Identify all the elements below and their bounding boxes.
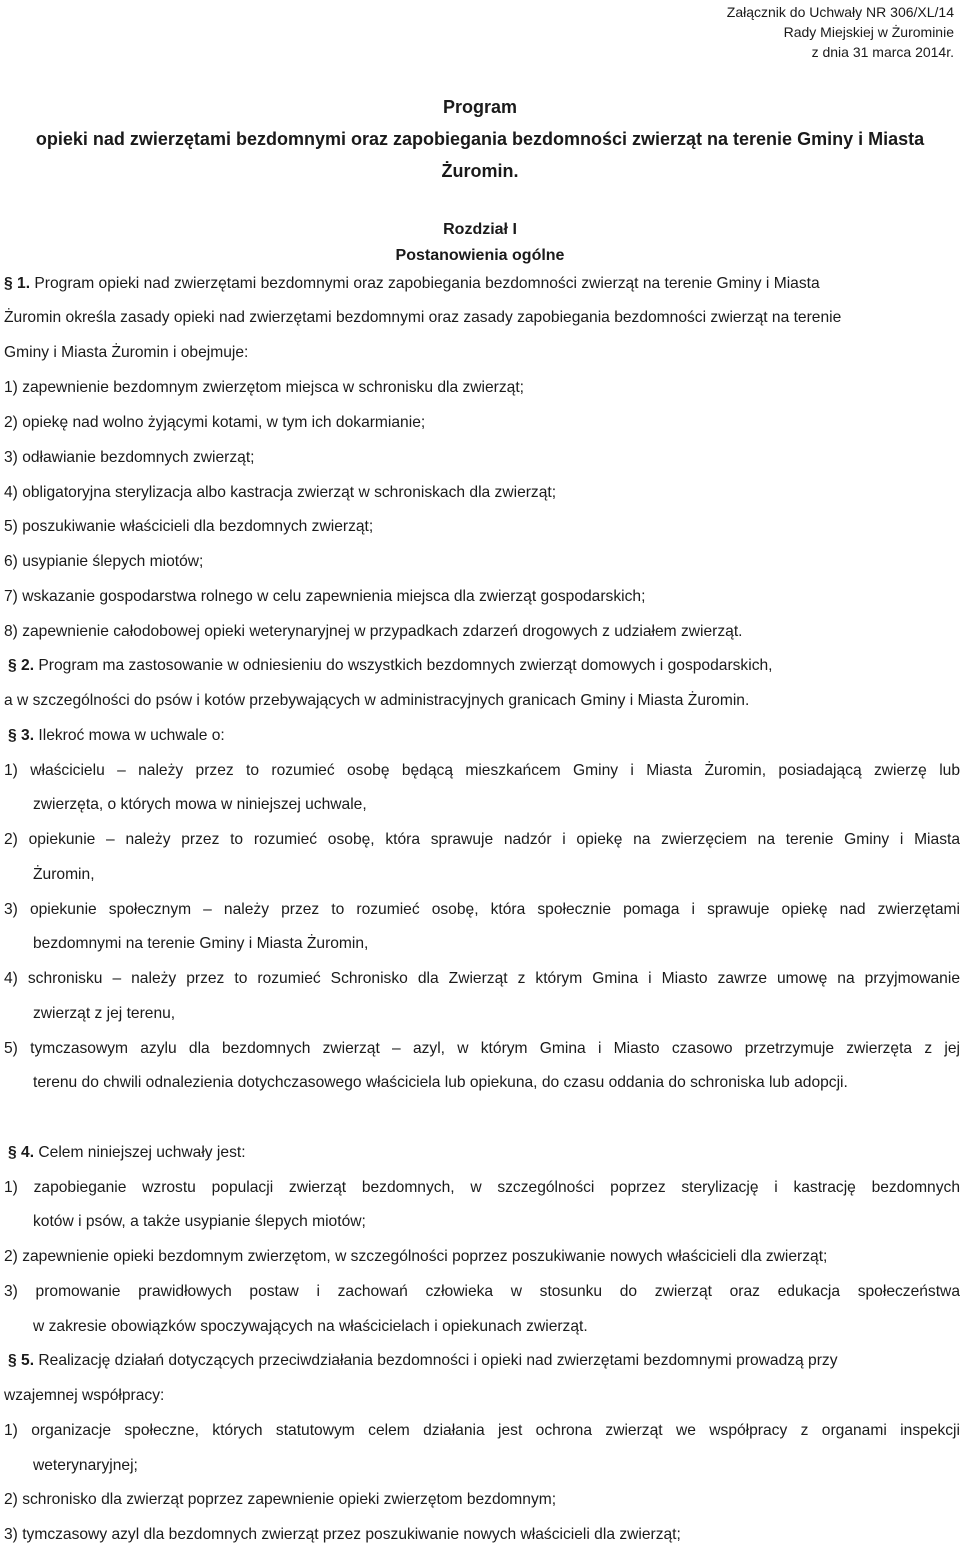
paragraph-3-line — [8, 726, 960, 746]
list-item: 6) usypianie ślepych miotów; — [4, 553, 204, 570]
attachment-line: Rady Miejskiej w Żurominie — [783, 24, 954, 40]
chapter-number: Rozdział I — [443, 221, 517, 238]
section-sign: § — [8, 727, 17, 744]
goal-item-cont: kotów i psów, a także usypianie ślepych miotów; — [33, 1213, 366, 1230]
paragraph-1-line — [4, 274, 960, 294]
paragraph-5-line — [8, 1351, 960, 1371]
section-sign: § — [8, 1352, 17, 1369]
cooperation-item: 3) tymczasowy azyl dla bezdomnych zwierząt przez poszukiwanie nowych właścicieli dla zwierząt; — [4, 1526, 681, 1543]
paragraph-number: 1. — [17, 275, 31, 292]
attachment-line: z dnia 31 marca 2014r. — [811, 44, 954, 60]
attachment-line: Załącznik do Uchwały NR 306/XL/14 — [726, 4, 954, 20]
document-title-line: opieki nad zwierzętami bezdomnymi oraz zapobiegania bezdomności zwierząt na terenie Gminy i Miasta — [35, 129, 925, 149]
document-title: Program — [442, 97, 518, 117]
paragraph-text: Program opieki nad zwierzętami bezdomnymi oraz zapobiegania bezdomności zwierząt na terenie Gminy i Miasta — [34, 275, 820, 292]
cooperation-item-cont: weterynaryjnej; — [33, 1457, 138, 1474]
paragraph-number: 4. — [21, 1144, 35, 1161]
list-item: 2) opiekę nad wolno żyjącymi kotami, w tym ich dokarmianie; — [4, 414, 426, 431]
definition-item-cont: bezdomnymi na terenie Gminy i Miasta Żuromin, — [33, 935, 369, 952]
list-item: 4) obligatoryjna sterylizacja albo kastracja zwierząt w schroniskach dla zwierząt; — [4, 484, 557, 501]
section-sign: § — [8, 1144, 17, 1161]
definition-item: 2) opiekunie – należy przez to rozumieć osobę, która sprawuje nadzór i opiekę na zwierzęciem na terenie Gminy i Miasta — [4, 831, 960, 848]
document-title-line: Żuromin. — [441, 161, 519, 181]
list-item: 7) wskazanie gospodarstwa rolnego w celu zapewnienia miejsca dla zwierząt gospodarskich; — [4, 588, 646, 605]
paragraph-4-line — [8, 1143, 960, 1163]
paragraph-number: 2. — [21, 657, 35, 674]
definition-item: 1) właścicielu – należy przez to rozumieć osobę będącą mieszkańcem Gminy i Miasta Żuromin, posiadającą zwierzę lub — [4, 762, 960, 779]
paragraph-1-line: Żuromin określa zasady opieki nad zwierzętami bezdomnymi oraz zasady zapobiegania bezdomności zwierząt na terenie — [4, 309, 842, 326]
definition-item: 4) schronisku – należy przez to rozumieć Schronisko dla Zwierząt z którym Gmina i Miasto zawrze umowę na przyjmowanie — [4, 970, 960, 987]
section-sign: § — [8, 657, 17, 674]
paragraph-number: 3. — [21, 727, 35, 744]
attachment-header — [727, 2, 954, 62]
paragraph-text: Realizację działań dotyczących przeciwdziałania bezdomności i opieki nad zwierzętami bezdomnymi prowadzą przy — [38, 1352, 838, 1369]
goal-item-cont: w zakresie obowiązków spoczywających na właścicielach i opiekunach zwierząt. — [33, 1318, 588, 1335]
paragraph-5-line: wzajemnej współpracy: — [4, 1387, 165, 1404]
paragraph-text: Celem niniejszej uchwały jest: — [38, 1144, 246, 1161]
goal-item: 1) zapobieganie wzrostu populacji zwierząt bezdomnych, w szczególności poprzez sterylizację i kastrację bezdomnych — [4, 1179, 960, 1196]
list-item: 8) zapewnienie całodobowej opieki weterynaryjnej w przypadkach zdarzeń drogowych z udziałem zwierząt. — [4, 623, 743, 640]
goal-item: 3) promowanie prawidłowych postaw i zachowań człowieka w stosunku do zwierząt oraz edukacja społeczeństwa — [4, 1283, 960, 1300]
definition-item-cont: Żuromin, — [33, 866, 95, 883]
definition-item: 3) opiekunie społecznym – należy przez to rozumieć osobę, która społecznie pomaga i sprawuje opiekę nad zwierzętami — [4, 901, 960, 918]
goal-item: 2) zapewnienie opieki bezdomnym zwierzętom, w szczególności poprzez poszukiwanie nowych właścicieli dla zwierząt; — [4, 1248, 828, 1265]
definition-item-cont: terenu do chwili odnalezienia dotychczasowego właściciela lub opiekuna, do czasu oddania do schroniska lub adopcji. — [33, 1074, 848, 1091]
paragraph-1-line: Gminy i Miasta Żuromin i obejmuje: — [4, 344, 249, 361]
chapter-name: Postanowienia ogólne — [395, 247, 565, 264]
list-item: 3) odławianie bezdomnych zwierząt; — [4, 449, 255, 466]
cooperation-item: 2) schronisko dla zwierząt poprzez zapewnienie opieki zwierzętom bezdomnym; — [4, 1491, 557, 1508]
paragraph-2-line: a w szczególności do psów i kotów przebywających w administracyjnych granicach Gminy i Miasta Żuromin. — [4, 692, 750, 709]
definition-item-cont: zwierząt z jej terenu, — [33, 1005, 176, 1022]
list-item: 1) zapewnienie bezdomnym zwierzętom miejsca w schronisku dla zwierząt; — [4, 379, 524, 396]
paragraph-text: Ilekroć mowa w uchwale o: — [38, 727, 225, 744]
list-item: 5) poszukiwanie właścicieli dla bezdomnych zwierząt; — [4, 518, 374, 535]
definition-item: 5) tymczasowym azylu dla bezdomnych zwierząt – azyl, w którym Gmina i Miasto czasowo przetrzymuje zwierzęta z jej — [4, 1040, 960, 1057]
section-sign: § — [4, 275, 13, 292]
definition-item-cont: zwierzęta, o których mowa w niniejszej uchwale, — [33, 796, 367, 813]
paragraph-text: Program ma zastosowanie w odniesieniu do wszystkich bezdomnych zwierząt domowych i gospodarskich, — [38, 657, 773, 674]
paragraph-number: 5. — [21, 1352, 35, 1369]
cooperation-item: 1) organizacje społeczne, których statutowym celem działania jest ochrona zwierząt we współpracy z organami inspekcji — [4, 1422, 960, 1439]
paragraph-2-line — [8, 656, 960, 676]
